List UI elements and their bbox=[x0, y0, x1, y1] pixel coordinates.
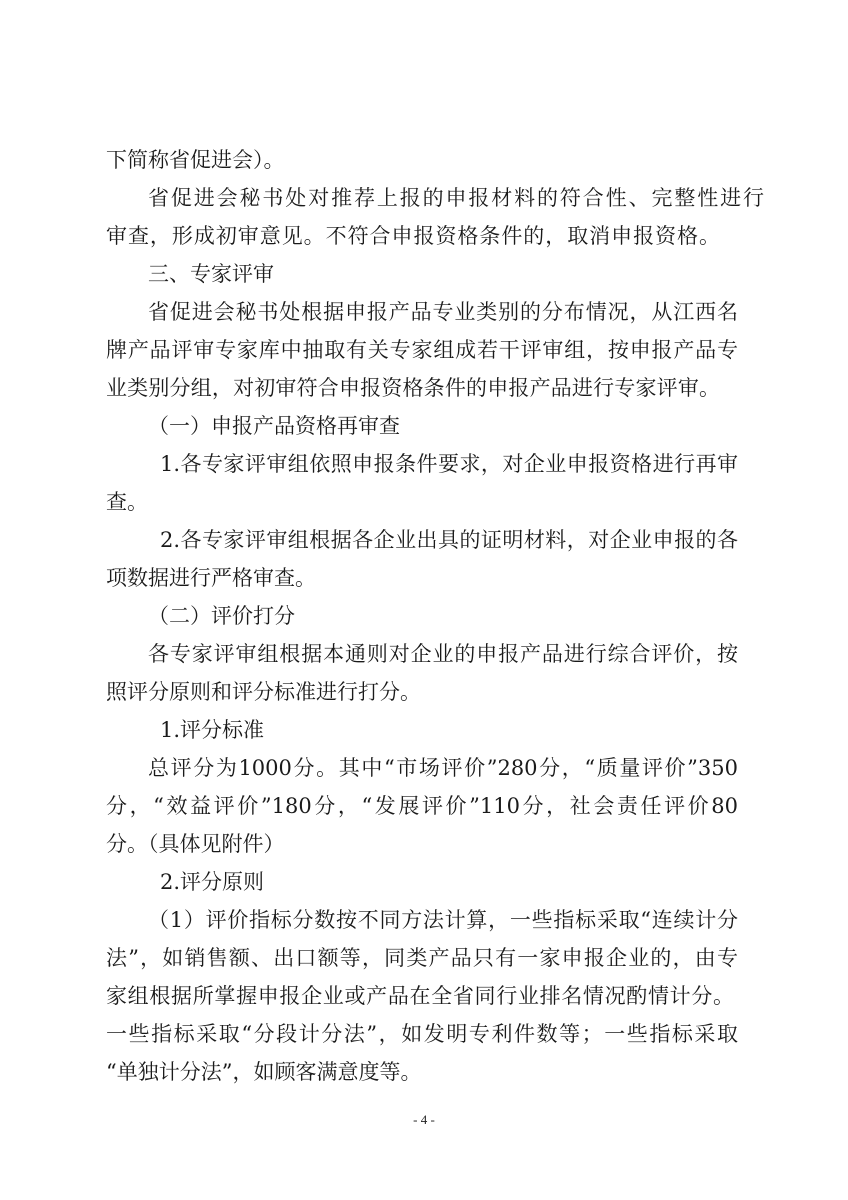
text-line: 查。 bbox=[106, 490, 148, 514]
text-line: 项数据进行严格审查。 bbox=[106, 566, 316, 590]
section-heading: 三、专家评审 bbox=[148, 262, 274, 286]
item-heading: 1.评分标准 bbox=[160, 718, 265, 742]
text-line: （1）评价指标分数按不同方法计算，一些指标采取“连续计分 bbox=[148, 908, 738, 932]
text-line: 一些指标采取“分段计分法”，如发明专利件数等；一些指标采取 bbox=[106, 1022, 738, 1046]
subsection-heading: （一）申报产品资格再审查 bbox=[148, 414, 400, 438]
text-line: 各专家评审组根据本通则对企业的申报产品进行综合评价，按 bbox=[148, 642, 738, 666]
text-line: “单独计分法”，如顾客满意度等。 bbox=[106, 1060, 422, 1084]
text-line: 下简称省促进会）。 bbox=[106, 148, 285, 172]
text-line: 总评分为1000分。其中“市场评价”280分，“质量评价”350 bbox=[148, 756, 738, 780]
text-line: 1.各专家评审组依照申报条件要求，对企业申报资格进行再审 bbox=[160, 452, 738, 476]
text-line: 牌产品评审专家库中抽取有关专家组成若干评审组，按申报产品专 bbox=[106, 338, 738, 362]
text-line: 分。（具体见附件） bbox=[106, 832, 285, 856]
page-number: - 4 - bbox=[413, 1112, 435, 1127]
text-line: 2.各专家评审组根据各企业出具的证明材料，对企业申报的各 bbox=[160, 528, 738, 552]
item-heading: 2.评分原则 bbox=[160, 870, 265, 894]
text-line: 省促进会秘书处根据申报产品专业类别的分布情况，从江西名 bbox=[148, 300, 738, 324]
text-line: 法”，如销售额、出口额等，同类产品只有一家申报企业的，由专 bbox=[106, 946, 738, 970]
subsection-heading: （二）评价打分 bbox=[148, 604, 295, 628]
text-line: 省促进会秘书处对推荐上报的申报材料的符合性、完整性进行 bbox=[148, 186, 764, 210]
text-line: 业类别分组，对初审符合申报资格条件的申报产品进行专家评审。 bbox=[106, 376, 720, 400]
text-line: 分，“效益评价”180分，“发展评价”110分，社会责任评价80 bbox=[106, 794, 738, 818]
text-line: 照评分原则和评分标准进行打分。 bbox=[106, 680, 421, 704]
text-line: 家组根据所掌握申报企业或产品在全省同行业排名情况酌情计分。 bbox=[106, 984, 734, 1008]
text-line: 审查，形成初审意见。不符合申报资格条件的，取消申报资格。 bbox=[106, 224, 720, 248]
